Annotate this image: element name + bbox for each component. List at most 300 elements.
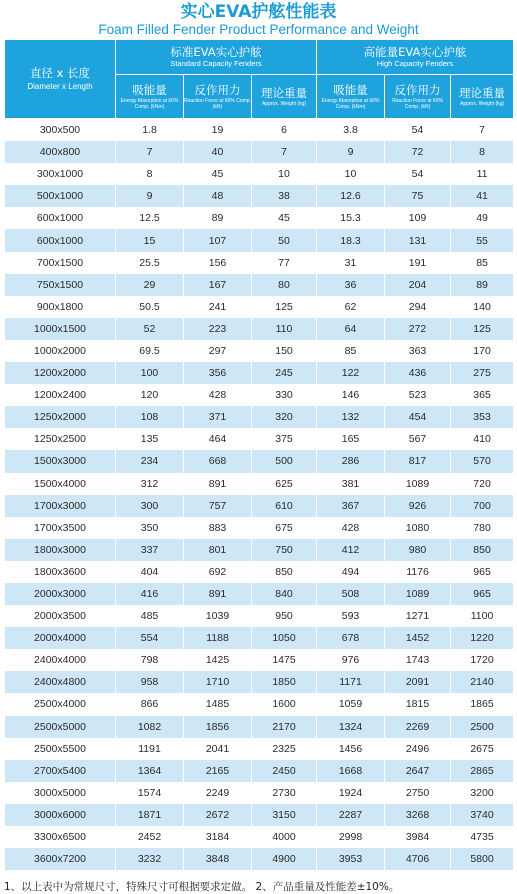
cell-high-weight: 353: [451, 406, 514, 428]
cell-high-reaction: 1089: [385, 583, 451, 605]
cell-std-energy: 958: [116, 671, 184, 693]
table-row: [5, 340, 514, 362]
cell-std-weight: 3150: [252, 804, 317, 826]
cell-std-reaction: 757: [184, 495, 252, 517]
header-weight-en: Approx. Weight (kg): [261, 101, 307, 108]
cell-high-energy: 367: [317, 495, 385, 517]
cell-std-weight: 7: [252, 141, 317, 163]
cell-std-weight: 1850: [252, 671, 317, 693]
cell-high-energy: 1668: [317, 760, 385, 782]
cell-size: 3000x5000: [5, 782, 116, 804]
cell-high-weight: 700: [451, 495, 514, 517]
cell-high-energy: 12.6: [317, 185, 385, 207]
cell-size: 2500x5000: [5, 716, 116, 738]
table-row: [5, 605, 514, 627]
cell-high-energy: 494: [317, 561, 385, 583]
header-reaction-en: Reaction Force at 60% Comp. (kN): [184, 98, 251, 111]
header-energy-high: [317, 75, 385, 119]
table-row: [5, 693, 514, 715]
cell-std-reaction: 156: [184, 252, 252, 274]
cell-high-reaction: 272: [385, 318, 451, 340]
table-row: [5, 517, 514, 539]
cell-high-weight: 365: [451, 384, 514, 406]
header-reaction-standard: [184, 75, 252, 119]
table-row: [5, 141, 514, 163]
cell-high-energy: 36: [317, 274, 385, 296]
cell-high-energy: 286: [317, 450, 385, 472]
cell-std-reaction: 40: [184, 141, 252, 163]
cell-std-reaction: 891: [184, 473, 252, 495]
cell-std-reaction: 371: [184, 406, 252, 428]
cell-high-reaction: 1452: [385, 627, 451, 649]
header-reaction-cn: 反作用力: [394, 83, 441, 98]
header-weight-en: Approx. Weight (kg): [459, 101, 505, 108]
cell-high-weight: 2675: [451, 738, 514, 760]
cell-high-weight: 410: [451, 428, 514, 450]
cell-high-energy: 18.3: [317, 229, 385, 251]
cell-high-weight: 3740: [451, 804, 514, 826]
cell-std-weight: 500: [252, 450, 317, 472]
table-row: [5, 671, 514, 693]
cell-high-weight: 3200: [451, 782, 514, 804]
cell-std-energy: 866: [116, 693, 184, 715]
cell-size: 2000x3000: [5, 583, 116, 605]
cell-std-energy: 2452: [116, 826, 184, 848]
cell-high-weight: 55: [451, 229, 514, 251]
cell-high-energy: 132: [317, 406, 385, 428]
cell-high-energy: 2287: [317, 804, 385, 826]
cell-std-energy: 52: [116, 318, 184, 340]
cell-std-reaction: 2249: [184, 782, 252, 804]
cell-size: 600x1000: [5, 229, 116, 251]
header-high-group: [317, 40, 514, 75]
cell-high-energy: 678: [317, 627, 385, 649]
cell-std-energy: 8: [116, 163, 184, 185]
table-row: [5, 495, 514, 517]
header-energy-en: Energy Absorption at 60% Comp. (kNm): [120, 98, 179, 111]
performance-table: [4, 39, 514, 870]
header-high-en: High Capacity Fenders: [376, 59, 454, 69]
cell-size: 1500x3000: [5, 450, 116, 472]
cell-std-reaction: 223: [184, 318, 252, 340]
cell-high-weight: 570: [451, 450, 514, 472]
cell-high-reaction: 926: [385, 495, 451, 517]
cell-high-weight: 1720: [451, 649, 514, 671]
table-row: [5, 627, 514, 649]
cell-high-reaction: 204: [385, 274, 451, 296]
cell-size: 1000x2000: [5, 340, 116, 362]
table-row: [5, 163, 514, 185]
cell-std-reaction: 48: [184, 185, 252, 207]
table-row: [5, 561, 514, 583]
cell-std-energy: 350: [116, 517, 184, 539]
cell-high-reaction: 3268: [385, 804, 451, 826]
table-row: [5, 119, 514, 142]
table-row: [5, 826, 514, 848]
header-weight-cn: 理论重量: [261, 86, 307, 101]
cell-size: 750x1500: [5, 274, 116, 296]
cell-high-weight: 1865: [451, 693, 514, 715]
header-standard-en: Standard Capacity Fenders: [170, 59, 262, 69]
cell-std-energy: 1082: [116, 716, 184, 738]
cell-high-weight: 2140: [451, 671, 514, 693]
cell-size: 1250x2500: [5, 428, 116, 450]
cell-std-energy: 15: [116, 229, 184, 251]
cell-high-energy: 3953: [317, 848, 385, 870]
cell-std-reaction: 2041: [184, 738, 252, 760]
cell-high-weight: 170: [451, 340, 514, 362]
cell-std-weight: 110: [252, 318, 317, 340]
cell-size: 300x500: [5, 119, 116, 142]
cell-size: 1700x3000: [5, 495, 116, 517]
cell-high-weight: 720: [451, 473, 514, 495]
cell-size: 2500x4000: [5, 693, 116, 715]
cell-high-weight: 41: [451, 185, 514, 207]
cell-high-reaction: 2496: [385, 738, 451, 760]
cell-high-energy: 9: [317, 141, 385, 163]
cell-high-weight: 1100: [451, 605, 514, 627]
cell-high-energy: 85: [317, 340, 385, 362]
table-row: [5, 406, 514, 428]
cell-high-energy: 3.8: [317, 119, 385, 142]
table-row: [5, 185, 514, 207]
footnote: 1、以上表中为常规尺寸，特殊尺寸可根据要求定做。 2、产品重量及性能差±10%。: [4, 881, 400, 894]
cell-high-reaction: 2750: [385, 782, 451, 804]
cell-size: 500x1000: [5, 185, 116, 207]
cell-std-reaction: 891: [184, 583, 252, 605]
cell-std-energy: 554: [116, 627, 184, 649]
cell-std-reaction: 45: [184, 163, 252, 185]
cell-std-reaction: 428: [184, 384, 252, 406]
table-row: [5, 428, 514, 450]
cell-std-weight: 4000: [252, 826, 317, 848]
table-body: [5, 119, 514, 871]
cell-size: 2000x4000: [5, 627, 116, 649]
cell-std-energy: 798: [116, 649, 184, 671]
cell-high-weight: 89: [451, 274, 514, 296]
cell-std-weight: 150: [252, 340, 317, 362]
cell-std-reaction: 1425: [184, 649, 252, 671]
cell-high-weight: 850: [451, 539, 514, 561]
table-header: [5, 40, 514, 119]
header-standard-group: [116, 40, 317, 75]
cell-std-reaction: 1485: [184, 693, 252, 715]
cell-high-energy: 165: [317, 428, 385, 450]
cell-std-weight: 6: [252, 119, 317, 142]
header-high-cn: 高能量EVA实心护舷: [363, 45, 467, 60]
table-row: [5, 384, 514, 406]
title-chinese: 实心EVA护舷性能表: [180, 2, 337, 22]
cell-std-energy: 12.5: [116, 207, 184, 229]
cell-std-energy: 312: [116, 473, 184, 495]
cell-high-energy: 508: [317, 583, 385, 605]
cell-std-weight: 375: [252, 428, 317, 450]
cell-high-weight: 965: [451, 583, 514, 605]
cell-high-weight: 7: [451, 119, 514, 142]
cell-std-weight: 2170: [252, 716, 317, 738]
cell-high-weight: 11: [451, 163, 514, 185]
table-row: [5, 539, 514, 561]
cell-std-weight: 50: [252, 229, 317, 251]
cell-std-energy: 1574: [116, 782, 184, 804]
cell-std-energy: 234: [116, 450, 184, 472]
table-row: [5, 848, 514, 870]
cell-high-weight: 49: [451, 207, 514, 229]
cell-std-reaction: 241: [184, 296, 252, 318]
cell-high-energy: 1171: [317, 671, 385, 693]
table-row: [5, 738, 514, 760]
table-row: [5, 207, 514, 229]
cell-high-reaction: 294: [385, 296, 451, 318]
cell-high-reaction: 1815: [385, 693, 451, 715]
cell-high-reaction: 1089: [385, 473, 451, 495]
cell-high-reaction: 1743: [385, 649, 451, 671]
header-energy-cn: 吸能量: [132, 83, 167, 98]
header-standard-cn: 标准EVA实心护舷: [170, 45, 262, 60]
cell-std-reaction: 668: [184, 450, 252, 472]
cell-high-reaction: 1176: [385, 561, 451, 583]
page-title: [0, 0, 517, 39]
cell-std-weight: 45: [252, 207, 317, 229]
cell-high-energy: 1456: [317, 738, 385, 760]
header-weight-standard: [252, 75, 317, 119]
cell-size: 1800x3000: [5, 539, 116, 561]
cell-std-weight: 950: [252, 605, 317, 627]
cell-std-weight: 2325: [252, 738, 317, 760]
cell-high-weight: 8: [451, 141, 514, 163]
cell-high-energy: 381: [317, 473, 385, 495]
cell-std-weight: 4900: [252, 848, 317, 870]
cell-std-energy: 29: [116, 274, 184, 296]
cell-std-reaction: 89: [184, 207, 252, 229]
table-row: [5, 583, 514, 605]
cell-std-energy: 1191: [116, 738, 184, 760]
header-diameter-cn: 直径 x 长度: [29, 66, 91, 80]
cell-high-weight: 1220: [451, 627, 514, 649]
cell-high-reaction: 131: [385, 229, 451, 251]
table-row: [5, 252, 514, 274]
cell-std-weight: 840: [252, 583, 317, 605]
table-row: [5, 296, 514, 318]
cell-high-reaction: 817: [385, 450, 451, 472]
cell-high-weight: 5800: [451, 848, 514, 870]
cell-high-energy: 1324: [317, 716, 385, 738]
cell-size: 300x1000: [5, 163, 116, 185]
cell-std-energy: 1.8: [116, 119, 184, 142]
cell-size: 2400x4800: [5, 671, 116, 693]
cell-high-energy: 2998: [317, 826, 385, 848]
cell-std-reaction: 1710: [184, 671, 252, 693]
cell-high-weight: 275: [451, 362, 514, 384]
cell-high-energy: 146: [317, 384, 385, 406]
header-energy-cn: 吸能量: [333, 83, 368, 98]
cell-std-reaction: 1856: [184, 716, 252, 738]
cell-std-reaction: 356: [184, 362, 252, 384]
table-row: [5, 716, 514, 738]
cell-high-weight: 4735: [451, 826, 514, 848]
cell-high-reaction: 454: [385, 406, 451, 428]
cell-std-weight: 77: [252, 252, 317, 274]
cell-size: 2000x3500: [5, 605, 116, 627]
cell-std-energy: 108: [116, 406, 184, 428]
cell-std-weight: 245: [252, 362, 317, 384]
cell-std-weight: 750: [252, 539, 317, 561]
title-english: Foam Filled Fender Product Performance and Weight: [98, 22, 419, 37]
cell-std-energy: 1871: [116, 804, 184, 826]
cell-size: 1250x2000: [5, 406, 116, 428]
cell-high-reaction: 2091: [385, 671, 451, 693]
cell-std-reaction: 1188: [184, 627, 252, 649]
cell-high-weight: 965: [451, 561, 514, 583]
table-row: [5, 450, 514, 472]
cell-high-reaction: 1271: [385, 605, 451, 627]
cell-std-weight: 1050: [252, 627, 317, 649]
cell-std-reaction: 19: [184, 119, 252, 142]
header-reaction-en: Reaction Force at 60% Comp. (kN): [392, 98, 443, 111]
table-row: [5, 362, 514, 384]
cell-std-weight: 330: [252, 384, 317, 406]
header-diameter-en: Diameter x Length: [27, 82, 93, 91]
header-energy-en: Energy Absorption at 60% Comp. (kNm): [321, 98, 380, 111]
header-reaction-high: [385, 75, 451, 119]
cell-size: 2400x4000: [5, 649, 116, 671]
cell-std-energy: 300: [116, 495, 184, 517]
table-row: [5, 229, 514, 251]
cell-high-energy: 62: [317, 296, 385, 318]
cell-std-weight: 1600: [252, 693, 317, 715]
cell-size: 3000x6000: [5, 804, 116, 826]
cell-std-weight: 610: [252, 495, 317, 517]
cell-size: 900x1800: [5, 296, 116, 318]
cell-size: 1700x3500: [5, 517, 116, 539]
cell-std-weight: 675: [252, 517, 317, 539]
cell-high-energy: 1059: [317, 693, 385, 715]
cell-high-reaction: 75: [385, 185, 451, 207]
cell-std-energy: 3232: [116, 848, 184, 870]
cell-std-reaction: 801: [184, 539, 252, 561]
table-row: [5, 473, 514, 495]
cell-high-reaction: 1080: [385, 517, 451, 539]
cell-high-reaction: 4706: [385, 848, 451, 870]
header-weight-high: [451, 75, 514, 119]
cell-high-reaction: 436: [385, 362, 451, 384]
cell-std-reaction: 167: [184, 274, 252, 296]
cell-std-weight: 125: [252, 296, 317, 318]
cell-high-energy: 1924: [317, 782, 385, 804]
cell-std-reaction: 2672: [184, 804, 252, 826]
cell-std-energy: 69.5: [116, 340, 184, 362]
cell-std-energy: 404: [116, 561, 184, 583]
cell-std-reaction: 692: [184, 561, 252, 583]
cell-size: 700x1500: [5, 252, 116, 274]
table-row: [5, 318, 514, 340]
cell-std-weight: 80: [252, 274, 317, 296]
cell-std-weight: 2450: [252, 760, 317, 782]
cell-high-energy: 64: [317, 318, 385, 340]
cell-high-reaction: 3984: [385, 826, 451, 848]
cell-std-reaction: 1039: [184, 605, 252, 627]
header-reaction-cn: 反作用力: [194, 83, 241, 98]
cell-std-reaction: 2165: [184, 760, 252, 782]
cell-std-energy: 120: [116, 384, 184, 406]
cell-high-reaction: 2647: [385, 760, 451, 782]
cell-high-energy: 593: [317, 605, 385, 627]
cell-high-energy: 976: [317, 649, 385, 671]
cell-size: 2700x5400: [5, 760, 116, 782]
cell-std-energy: 50.5: [116, 296, 184, 318]
cell-high-weight: 2865: [451, 760, 514, 782]
cell-size: 1000x1500: [5, 318, 116, 340]
cell-high-reaction: 191: [385, 252, 451, 274]
cell-std-energy: 485: [116, 605, 184, 627]
cell-std-reaction: 3184: [184, 826, 252, 848]
header-weight-cn: 理论重量: [459, 86, 506, 101]
cell-size: 3300x6500: [5, 826, 116, 848]
cell-size: 3600x7200: [5, 848, 116, 870]
cell-std-energy: 1364: [116, 760, 184, 782]
header-diameter: [5, 40, 116, 119]
cell-std-energy: 25.5: [116, 252, 184, 274]
cell-std-weight: 850: [252, 561, 317, 583]
cell-std-reaction: 107: [184, 229, 252, 251]
cell-high-reaction: 72: [385, 141, 451, 163]
cell-high-reaction: 523: [385, 384, 451, 406]
cell-high-reaction: 54: [385, 163, 451, 185]
cell-high-energy: 31: [317, 252, 385, 274]
cell-std-energy: 135: [116, 428, 184, 450]
cell-high-energy: 15.3: [317, 207, 385, 229]
cell-std-energy: 7: [116, 141, 184, 163]
header-energy-standard: [116, 75, 184, 119]
cell-high-reaction: 567: [385, 428, 451, 450]
cell-std-energy: 337: [116, 539, 184, 561]
cell-std-energy: 416: [116, 583, 184, 605]
table-row: [5, 804, 514, 826]
cell-std-energy: 100: [116, 362, 184, 384]
cell-high-energy: 412: [317, 539, 385, 561]
cell-std-energy: 9: [116, 185, 184, 207]
cell-high-energy: 428: [317, 517, 385, 539]
cell-std-reaction: 3848: [184, 848, 252, 870]
table-row: [5, 760, 514, 782]
cell-high-energy: 10: [317, 163, 385, 185]
cell-std-reaction: 464: [184, 428, 252, 450]
cell-high-weight: 140: [451, 296, 514, 318]
cell-high-weight: 2500: [451, 716, 514, 738]
cell-size: 2500x5500: [5, 738, 116, 760]
table-row: [5, 782, 514, 804]
cell-high-weight: 780: [451, 517, 514, 539]
table-row: [5, 649, 514, 671]
cell-size: 400x800: [5, 141, 116, 163]
cell-size: 1800x3600: [5, 561, 116, 583]
cell-std-weight: 38: [252, 185, 317, 207]
cell-size: 600x1000: [5, 207, 116, 229]
cell-size: 1200x2000: [5, 362, 116, 384]
table-row: [5, 274, 514, 296]
cell-high-reaction: 54: [385, 119, 451, 142]
cell-std-weight: 10: [252, 163, 317, 185]
cell-high-reaction: 2269: [385, 716, 451, 738]
cell-high-weight: 125: [451, 318, 514, 340]
cell-std-reaction: 297: [184, 340, 252, 362]
cell-std-weight: 625: [252, 473, 317, 495]
cell-high-reaction: 109: [385, 207, 451, 229]
cell-std-reaction: 883: [184, 517, 252, 539]
cell-std-weight: 1475: [252, 649, 317, 671]
cell-high-reaction: 980: [385, 539, 451, 561]
cell-std-weight: 2730: [252, 782, 317, 804]
